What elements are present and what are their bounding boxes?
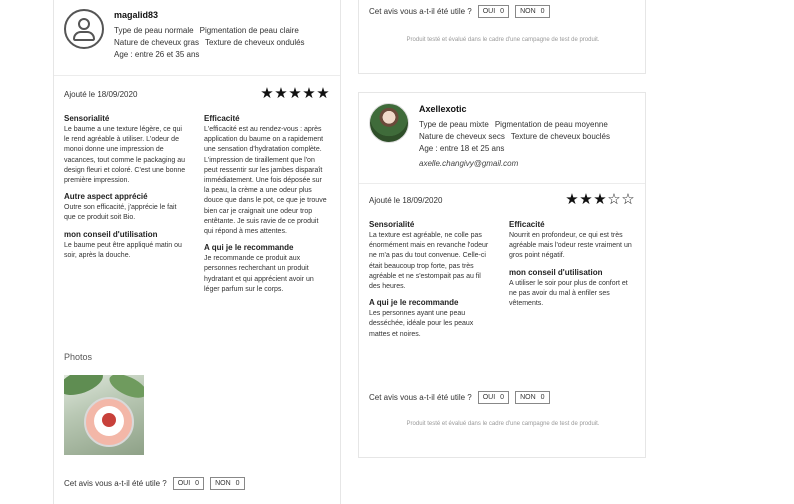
section-title: mon conseil d'utilisation	[64, 229, 158, 239]
review-column-right	[509, 219, 634, 314]
rating-stars	[260, 86, 330, 101]
added-date: Ajouté le 18/09/2020	[64, 90, 138, 99]
section-text: Nourrit en profondeur, ce qui est très agréable mais l'odeur reste vraiment un gros point négatif.	[509, 232, 632, 260]
review-card-axellexotic	[358, 92, 646, 458]
vote-no-button[interactable]	[210, 477, 244, 490]
hair-texture: Texture de cheveux ondulés	[204, 38, 305, 47]
star-icon: ★	[260, 85, 274, 102]
skin-type: Type de peau normale	[114, 26, 194, 35]
section-title: Efficacité	[204, 114, 240, 123]
vote-yes-label: OUI	[482, 8, 496, 15]
star-icon: ★	[274, 85, 288, 102]
vote-no-button[interactable]	[515, 5, 549, 18]
hair-texture: Texture de cheveux bouclés	[510, 132, 610, 141]
reviewer-username[interactable]: magalid83	[114, 10, 159, 20]
helpful-question	[369, 391, 550, 404]
section-title: Autre aspect apprécié	[64, 192, 148, 202]
reviewer-info	[419, 103, 649, 170]
vote-yes-button[interactable]	[173, 477, 204, 490]
reviewer-username[interactable]: Axellexotic	[419, 104, 467, 114]
vote-no-count: 0	[540, 394, 545, 401]
section-text: A utiliser le soir pour plus de confort et ne pas avoir du mal à enfiler ses vêtements.	[509, 279, 628, 308]
section-text: Le baume a une texture légère, ce qui le rend agréable à utiliser. L'odeur de monoi donne une impression de vacances, tout comme le packaging au design fleuri et coloré. C'est une bonne première impression.	[64, 126, 186, 185]
vote-yes-count: 0	[195, 480, 200, 487]
review-photo[interactable]	[64, 375, 144, 455]
section-text: Outre son efficacité, j'apprécie le fait que ce produit soit Bio.	[64, 204, 177, 222]
pigmentation: Pigmentation de peau claire	[199, 26, 299, 35]
photos-label: Photos	[64, 352, 93, 362]
hair-nature: Nature de cheveux secs	[419, 132, 505, 141]
section-title: A qui je le recommande	[369, 298, 459, 308]
star-empty-icon: ☆	[621, 191, 635, 208]
star-icon: ★	[579, 191, 593, 208]
star-empty-icon: ☆	[607, 191, 621, 208]
section-text: Le baume peut être appliqué matin ou soir, après la douche.	[64, 241, 182, 259]
age-range: Age : entre 18 et 25 ans	[419, 144, 505, 153]
vote-yes-count: 0	[500, 394, 505, 401]
helpful-question-text: Cet avis vous a-t-il été utile ?	[369, 393, 472, 402]
reviewer-info	[114, 9, 344, 61]
review-column-left	[64, 113, 189, 266]
section-title: Sensorialité	[64, 114, 110, 123]
vote-yes-count: 0	[500, 8, 505, 15]
star-icon: ★	[316, 85, 330, 102]
section-title: Sensorialité	[369, 220, 415, 229]
tested-note: Produit testé et évalué dans le cadre d'une campagne de test de produit.	[406, 37, 600, 43]
vote-no-count: 0	[235, 480, 240, 487]
star-icon: ★	[302, 85, 316, 102]
helpful-question-text: Cet avis vous a-t-il été utile ?	[64, 479, 167, 488]
helpful-question-text: Cet avis vous a-t-il été utile ?	[369, 7, 472, 16]
hair-nature: Nature de cheveux gras	[114, 38, 199, 47]
review-card-previous	[358, 0, 646, 74]
review-card-magalid83	[53, 0, 341, 504]
section-text: Les personnes ayant une peau desséchée, idéale pour les peaux mattes et noires.	[369, 310, 474, 338]
star-icon: ★	[565, 191, 579, 208]
vote-yes-label: OUI	[177, 480, 191, 487]
section-text: L'efficacité est au rendez-vous : après application du baume on a rapidement une sensation d'hydratation complète. L'impression de tiraillement que l'on peut ressentir sur les jambes disparaît immédiatement. Une fois déposée sur la peau, la crème a une odeur plus douce que dans le pot, ce que je trouve bien car je craignait une odeur trop entêtante. Je suis ravie de ce produit qui répond à mes attentes.	[204, 126, 327, 236]
divider	[54, 75, 340, 76]
star-icon: ★	[593, 191, 607, 208]
section-title: A qui je le recommande	[204, 243, 294, 253]
reviewer-email: axelle.changivy@gmail.com	[419, 159, 519, 168]
added-date: Ajouté le 18/09/2020	[369, 196, 443, 205]
vote-yes-button[interactable]	[478, 391, 509, 404]
helpful-question	[64, 477, 245, 490]
vote-yes-button[interactable]	[478, 5, 509, 18]
vote-no-button[interactable]	[515, 391, 549, 404]
section-title: Efficacité	[509, 220, 545, 229]
age-range: Age : entre 26 et 35 ans	[114, 50, 200, 59]
pigmentation: Pigmentation de peau moyenne	[494, 120, 608, 129]
vote-yes-label: OUI	[482, 394, 496, 401]
skin-type: Type de peau mixte	[419, 120, 489, 129]
review-column-left	[369, 219, 494, 345]
section-text: La texture est agréable, ne colle pas énormément mais en revanche l'odeur ne m'a pas du tout convenue. Celle-ci était beaucoup trop forte, pas très agréable et ne s'estompait pas au fil des heures.	[369, 232, 489, 291]
rating-stars	[565, 192, 635, 207]
vote-no-count: 0	[540, 8, 545, 15]
tested-note: Produit testé et évalué dans le cadre d'une campagne de test de produit.	[406, 421, 600, 427]
helpful-question	[369, 5, 550, 18]
section-text: Je recommande ce produit aux personnes recherchant un produit hydratant et qui apprécient avoir un léger parfum sur le corps.	[204, 255, 314, 293]
star-icon: ★	[288, 85, 302, 102]
user-avatar	[369, 103, 409, 143]
vote-no-label: NON	[520, 394, 536, 401]
divider	[359, 183, 645, 184]
review-column-right	[204, 113, 329, 300]
vote-no-label: NON	[215, 480, 231, 487]
section-title: mon conseil d'utilisation	[509, 267, 603, 277]
user-avatar-icon	[64, 9, 104, 49]
vote-no-label: NON	[520, 8, 536, 15]
